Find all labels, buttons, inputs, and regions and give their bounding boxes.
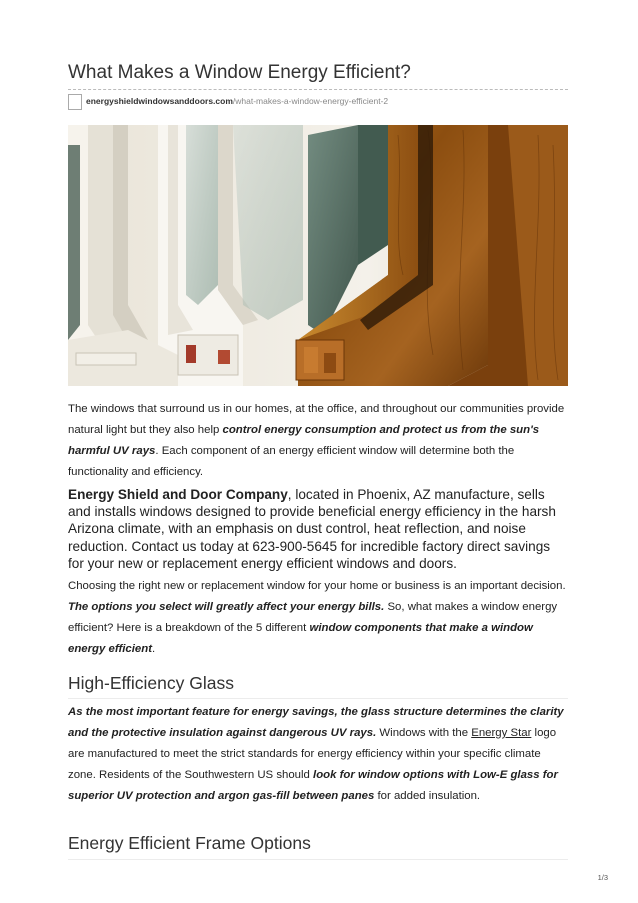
choosing-emphasis-2: window components that make a window energy efficient	[68, 622, 533, 655]
glass-text-3: for added insulation.	[374, 790, 481, 802]
choosing-text-3: .	[151, 643, 156, 655]
intro-text-2: . Each component of an energy efficient window will determine both the functionality and efficiency.	[68, 445, 515, 478]
company-text: , located in Phoenix, AZ manufacture, sells and installs windows designed to provide beneficial energy efficiency in the harsh Arizona climate, with an emphasis on dust control, heat reflection, and noise reduction. Contact us today at 623-900-5645 for incredible factory direct savings for your new or replacement energy efficient windows and doors.	[68, 487, 556, 571]
choosing-paragraph	[68, 576, 568, 660]
energy-star-link[interactable]: Energy Star	[471, 727, 532, 739]
title-divider	[68, 89, 568, 90]
source-url[interactable]	[68, 92, 568, 110]
window-frames-icon	[68, 125, 568, 386]
choosing-text-2: So, what makes a window energy efficient? Here is a breakdown of the 5 different	[68, 601, 558, 634]
page-title: What Makes a Window Energy Efficient?	[68, 62, 411, 83]
choosing-emphasis-1: The options you select will greatly affect your energy bills.	[68, 601, 385, 613]
company-name: Energy Shield and Door Company	[68, 487, 288, 502]
intro-emphasis: control energy consumption and protect us from the sun's harmful UV rays	[68, 424, 540, 457]
page-number: 1/3	[597, 873, 608, 882]
choosing-text-1: Choosing the right new or replacement window for your home or business is an important decision.	[68, 580, 566, 592]
glass-paragraph	[68, 702, 568, 807]
heading-divider	[68, 698, 568, 699]
heading-frame-options: Energy Efficient Frame Options	[68, 833, 311, 853]
heading-divider	[68, 859, 568, 860]
favicon-icon	[68, 94, 82, 110]
company-paragraph	[68, 486, 568, 572]
glass-emphasis-1: As the most important feature for energy savings, the glass structure determines the clarity and the protective insulation against dangerous UV rays.	[68, 706, 564, 739]
glass-emphasis-2: look for window options with Low-E glass for superior UV protection and argon gas-fill between panes	[68, 769, 558, 802]
glass-text-2: logo are manufactured to meet the strict standards for energy efficiency within your specific climate zone. Residents of the Southwestern US should	[68, 727, 557, 781]
intro-paragraph	[68, 399, 568, 483]
heading-high-efficiency-glass: High-Efficiency Glass	[68, 673, 234, 693]
intro-text-1: The windows that surround us in our homes, at the office, and throughout our communities provide natural light but they also help	[68, 403, 565, 436]
source-path: /what-makes-a-window-energy-efficient-2	[232, 96, 389, 106]
source-domain: energyshieldwindowsanddoors.com	[86, 96, 233, 106]
glass-text-1: Windows with the	[376, 727, 472, 739]
hero-image	[68, 125, 568, 386]
